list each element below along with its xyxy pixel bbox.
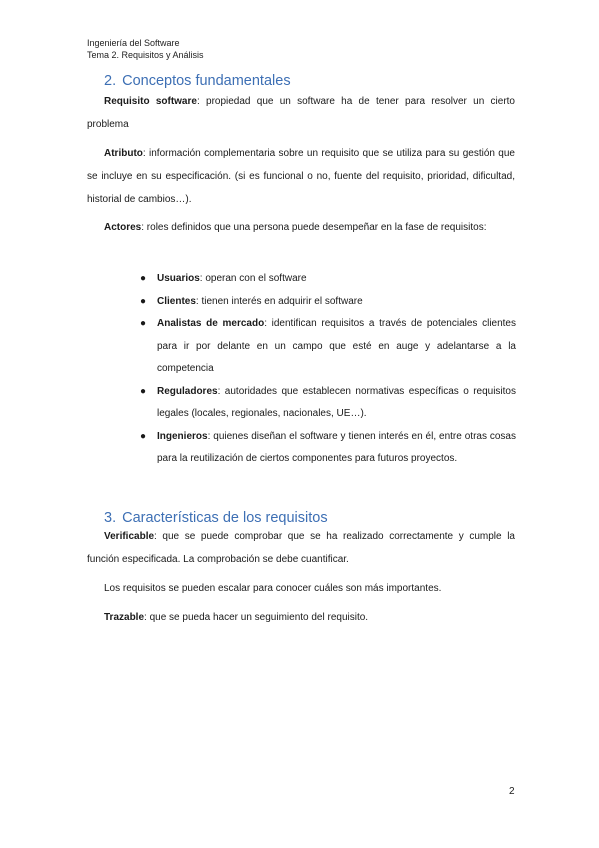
definition-reguladores: : autoridades que establecen normativas específicas o requisitos legales (locales, regionales, nacionales, UE…). [157, 385, 516, 419]
definition-actores: : roles definidos que una persona puede desempeñar en la fase de requisitos: [141, 222, 487, 233]
term-reguladores: Reguladores [157, 385, 218, 397]
term-actores: Actores [104, 222, 142, 233]
list-item-reguladores [140, 381, 516, 426]
list-item-usuarios [140, 268, 516, 291]
paragraph-atributo [87, 142, 515, 211]
definition-analistas: : identifican requisitos a través de potenciales clientes para ir por delante en un campo que esté en auge y adelantarse a la competencia [157, 318, 516, 374]
paragraph-requisito-software [87, 90, 515, 136]
header-topic: Tema 2. Requisitos y Análisis [87, 49, 204, 60]
definition-usuarios: : operan con el software [199, 273, 307, 284]
term-requisito-software: Requisito software [104, 96, 197, 107]
section-heading-3 [104, 510, 328, 526]
paragraph-escalar [87, 577, 515, 600]
definition-verificable: : que se puede comprobar que se ha realizado correctamente y cumple la función especificada. La comprobación se debe cuantificar. [87, 531, 515, 565]
term-ingenieros: Ingenieros [157, 430, 208, 442]
term-trazable: Trazable [104, 612, 145, 623]
term-usuarios: Usuarios [157, 273, 200, 284]
paragraph-trazable [87, 606, 515, 629]
bullet-icon: ● [140, 295, 147, 307]
list-item-ingenieros [140, 426, 516, 471]
definition-clientes: : tienen interés en adquirir el software [195, 295, 363, 307]
header-course: Ingeniería del Software [87, 38, 180, 48]
list-item-analistas [140, 313, 516, 381]
definition-atributo: : información complementaria sobre un requisito que se utiliza para su gestión que se incluye en su especificación. (si es funcional o no, fuente del requisito, prioridad, dificultad, historial de cambios…). [87, 148, 515, 205]
text-escalar: Los requisitos se pueden escalar para conocer cuáles son más importantes. [104, 583, 442, 594]
paragraph-verificable [87, 525, 515, 571]
bullet-icon: ● [140, 430, 147, 442]
page-number: 2 [509, 786, 515, 797]
section-title-text: Conceptos fundamentales [122, 73, 291, 89]
list-item-clientes [140, 291, 516, 314]
definition-requisito-software: : propiedad que un software ha de tener para resolver un cierto problema [87, 96, 515, 130]
term-atributo: Atributo [104, 148, 143, 159]
term-clientes: Clientes [157, 295, 196, 307]
section-title-text: Características de los requisitos [122, 510, 328, 526]
term-verificable: Verificable [104, 531, 155, 542]
paragraph-actores [87, 216, 515, 239]
bullet-icon: ● [140, 318, 147, 329]
definition-trazable: : que se pueda hacer un seguimiento del requisito. [144, 612, 369, 623]
actors-list [140, 268, 516, 471]
bullet-icon: ● [140, 385, 147, 397]
page-header [87, 38, 204, 61]
section-number: 2. [104, 73, 117, 89]
bullet-icon: ● [140, 273, 147, 284]
section-heading-2 [104, 73, 291, 89]
section-number: 3. [104, 510, 117, 526]
definition-ingenieros: : quienes diseñan el software y tienen interés en él, entre otras cosas para la reutilización de ciertos componentes para futuros proyectos. [157, 430, 516, 464]
term-analistas: Analistas de mercado [157, 318, 265, 329]
